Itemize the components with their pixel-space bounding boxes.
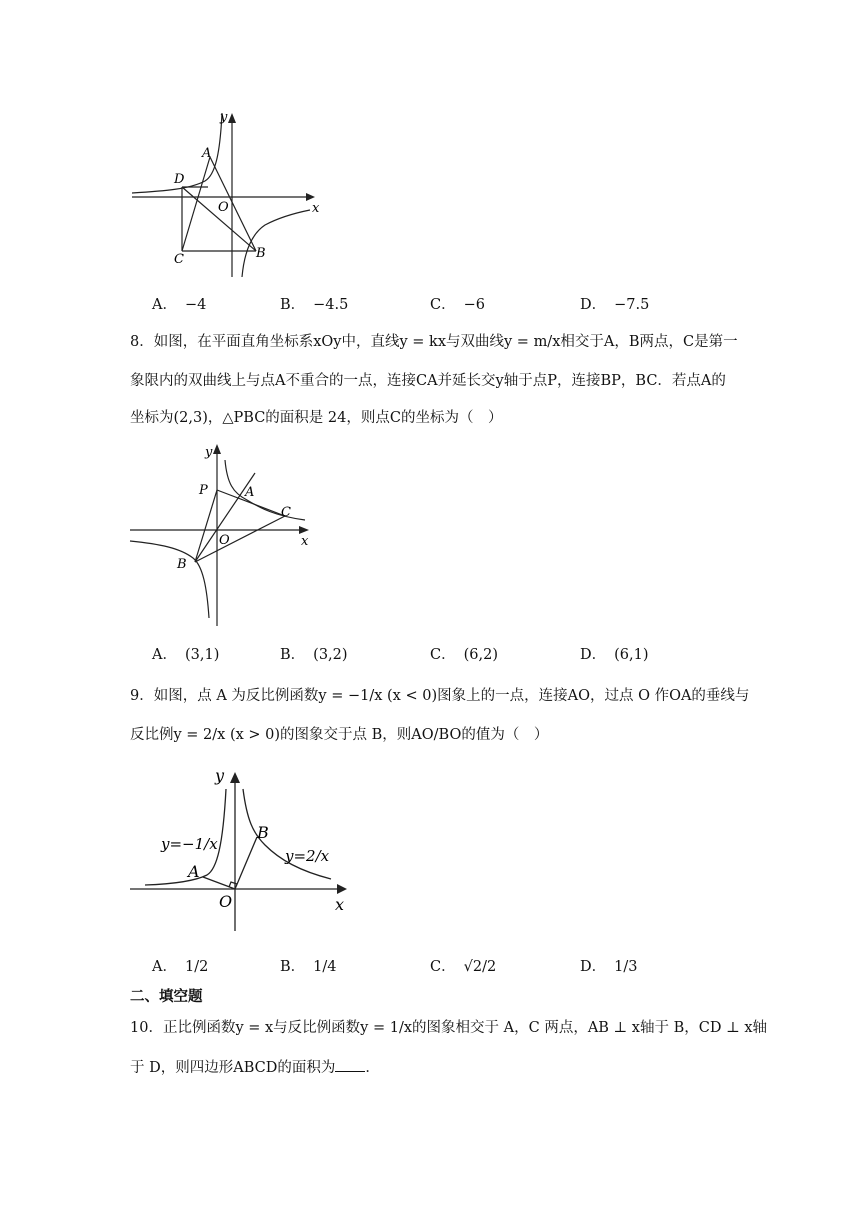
q9-option-c[interactable] (430, 955, 496, 976)
option-label: D． (580, 297, 607, 313)
q7-label-C: C (174, 252, 184, 267)
q8-question-line3: 坐标为(2,3)，△PBC的面积是 24，则点C的坐标为（ ） (130, 410, 503, 426)
q8-question-line1: 8．如图，在平面直角坐标系xOy中，直线y = kx与双曲线y = m/x相交于A，B两点，C是第一 (130, 334, 738, 350)
q9-question-line1: 9．如图，点 A 为反比例函数y = −1/x (x < 0)图象上的一点，连接AO，过点 O 作OA的垂线与 (130, 688, 750, 704)
q10-text: 于 D，则四边形ABCD的面积为 (130, 1060, 336, 1076)
q10-question-line1: 10．正比例函数y = x与反比例函数y = 1/x的图象相交于 A，C 两点，AB ⊥ x轴于 B，CD ⊥ x轴 (130, 1020, 767, 1036)
q10-end: ． (365, 1060, 380, 1076)
q9-question-line2: 反比例y = 2/x (x > 0)的图象交于点 B，则AO/BO的值为（ ） (130, 727, 549, 743)
q8-label-B: B (177, 557, 187, 572)
section-heading: 二、填空题 (130, 989, 203, 1005)
q7-label-x: x (312, 201, 320, 216)
option-label: C． (430, 297, 456, 313)
q8-curve-right (225, 460, 305, 520)
q9-label-y: y (215, 766, 225, 785)
option-label: A． (152, 647, 177, 663)
option-value: 1/4 (313, 959, 337, 975)
option-label: B． (280, 647, 306, 663)
option-label: D． (580, 959, 607, 975)
q8-option-a[interactable] (152, 643, 219, 664)
q9-figure (125, 765, 355, 935)
q8-option-d[interactable] (580, 643, 649, 664)
q8-label-P: P (199, 483, 208, 498)
q9-label-B: B (257, 823, 269, 842)
q9-option-a[interactable] (152, 955, 208, 976)
q7-label-B: B (256, 246, 266, 261)
option-label: B． (280, 297, 306, 313)
q9-option-b[interactable] (280, 955, 337, 976)
option-value: −4 (184, 297, 207, 313)
q7-option-c[interactable] (430, 293, 485, 314)
q8-option-b[interactable] (280, 643, 348, 664)
q8-label-O: O (219, 533, 230, 548)
option-value: (3,2) (313, 647, 348, 663)
q9-option-d[interactable] (580, 955, 637, 976)
q9-label-O: O (219, 892, 233, 911)
q9-label-A: A (188, 862, 200, 881)
q8-figure (125, 438, 325, 628)
answer-blank[interactable] (335, 1057, 365, 1072)
q7-label-A: A (202, 146, 212, 161)
q7-label-O: O (218, 200, 229, 215)
q7-label-D: D (174, 172, 185, 187)
q8-curve-left (130, 541, 209, 618)
option-label: B． (280, 959, 306, 975)
q8-label-y: y (205, 445, 213, 460)
option-value: −6 (463, 297, 485, 313)
option-value: √2/2 (463, 959, 497, 975)
q8-option-c[interactable] (430, 643, 498, 664)
option-value: (3,1) (184, 647, 220, 663)
q7-option-a[interactable] (152, 293, 206, 314)
q7-option-b[interactable] (280, 293, 348, 314)
option-value: (6,2) (463, 647, 498, 663)
q8-question-line2: 象限内的双曲线上与点A不重合的一点，连接CA并延长交y轴于点P，连接BP，BC．若点A的 (130, 373, 726, 389)
q8-label-C: C (281, 505, 291, 520)
option-label: A． (152, 959, 177, 975)
option-label: C． (430, 959, 456, 975)
q7-figure (120, 105, 330, 285)
option-value: (6,1) (614, 647, 649, 663)
option-value: 1/3 (614, 959, 638, 975)
q8-label-A: A (245, 485, 255, 500)
option-label: D． (580, 647, 607, 663)
option-value: −4.5 (313, 297, 349, 313)
q10-question-line2 (130, 1057, 380, 1078)
q9-right-function-label: y=2/x (285, 847, 330, 865)
option-value: −7.5 (614, 297, 650, 313)
option-label: A． (152, 297, 177, 313)
q9-label-x: x (335, 895, 345, 914)
option-label: C． (430, 647, 456, 663)
option-value: 1/2 (184, 959, 209, 975)
q7-label-y: y (220, 110, 228, 125)
q8-label-x: x (301, 534, 309, 549)
q9-left-function-label: y=−1/x (161, 835, 218, 853)
q7-option-d[interactable] (580, 293, 649, 314)
